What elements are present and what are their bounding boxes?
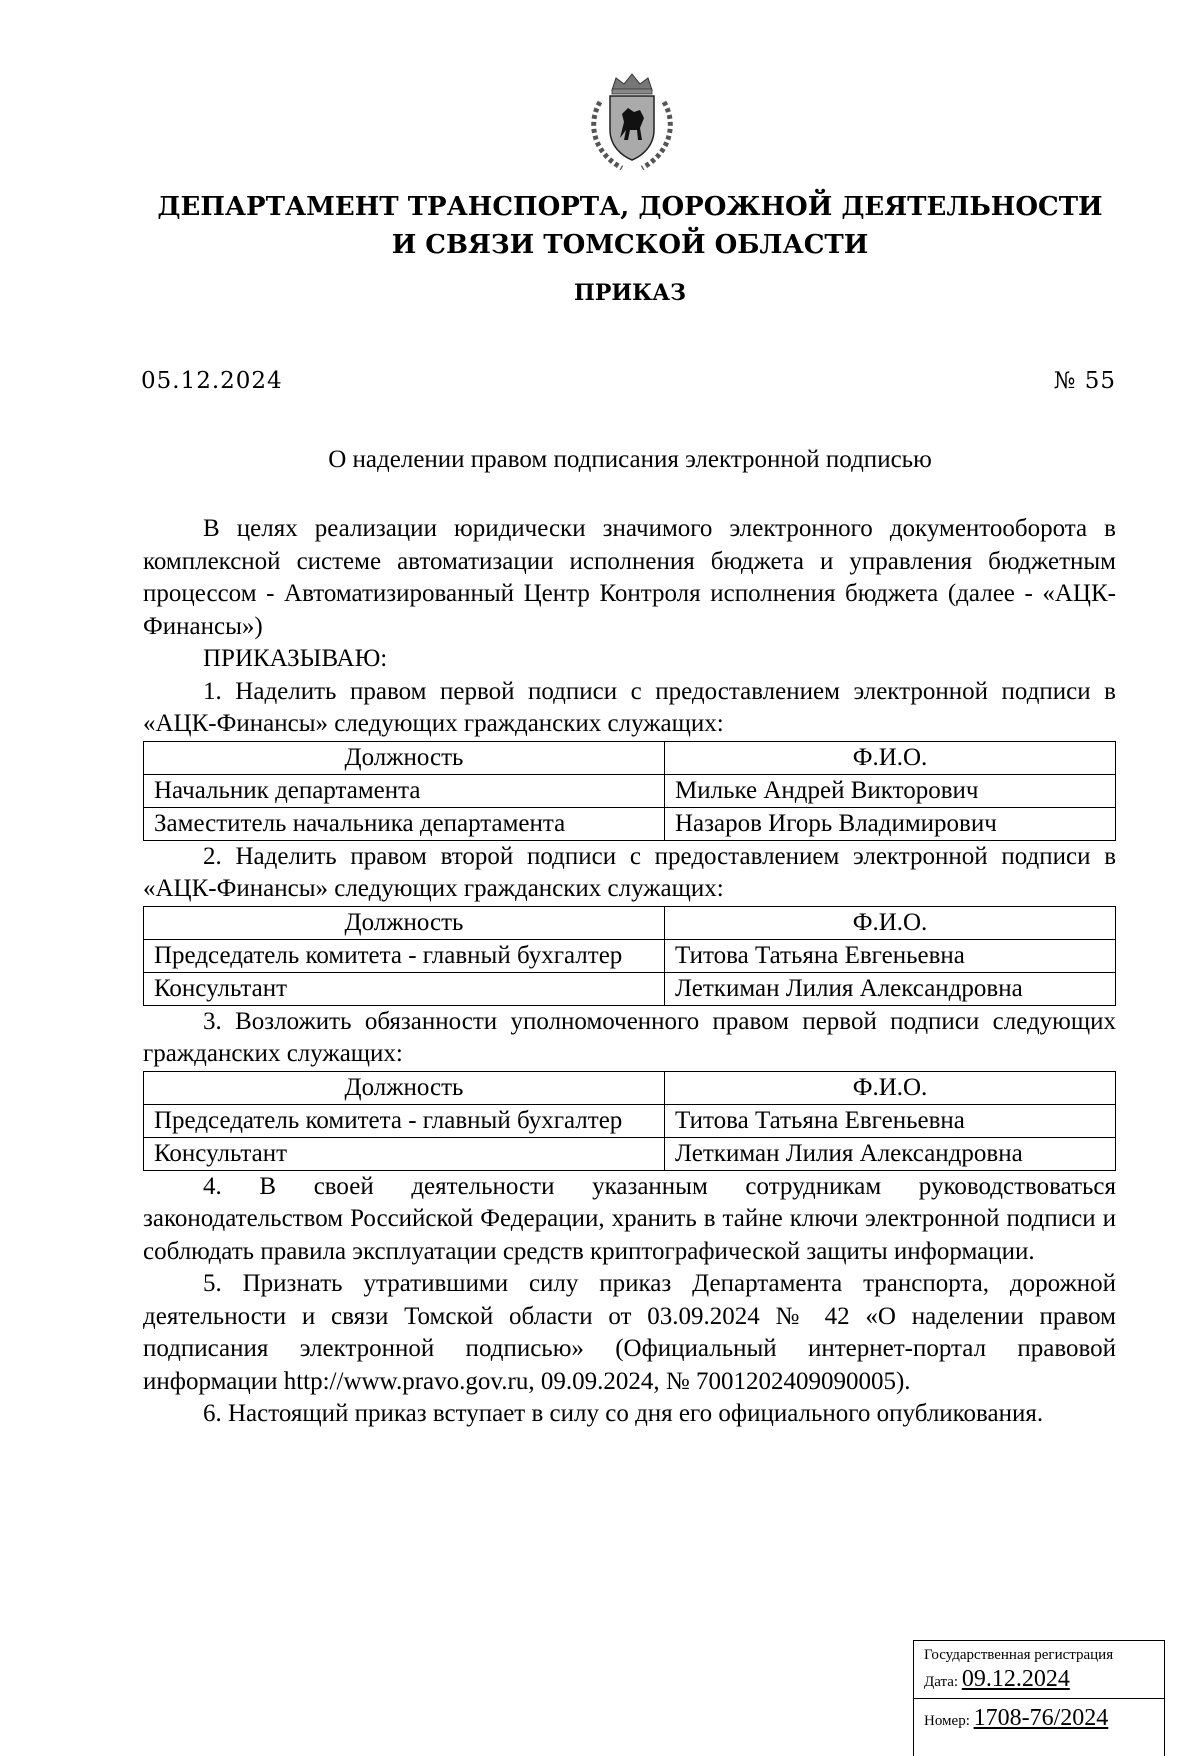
col-position-header: Должность: [144, 1071, 665, 1104]
registration-number-row: [913, 1698, 1165, 1756]
registration-number-label: Номер:: [924, 1713, 970, 1729]
item-3: 3. Возложить обязанности уполномоченного правом первой подписи следующих гражданских служащих:: [143, 1007, 1116, 1067]
table-row: [144, 1137, 1116, 1170]
col-position-header: Должность: [144, 906, 665, 939]
table-row: [144, 972, 1116, 1005]
name-cell: Титова Татьяна Евгеньевна: [665, 939, 1116, 972]
position-cell: Консультант: [144, 1137, 665, 1170]
item-6: 6. Настоящий приказ вступает в силу со дня его официального опубликования.: [203, 1400, 1044, 1427]
col-name-header: Ф.И.О.: [665, 741, 1116, 774]
name-cell: Назаров Игорь Владимирович: [665, 807, 1116, 840]
table-row: [144, 1104, 1116, 1137]
registration-stamp: [913, 1640, 1165, 1698]
name-cell: Титова Татьяна Евгеньевна: [665, 1104, 1116, 1137]
position-cell: Председатель комитета - главный бухгалтер: [144, 939, 665, 972]
col-position-header: Должность: [144, 741, 665, 774]
table-header-row: [144, 741, 1116, 774]
col-name-header: Ф.И.О.: [665, 906, 1116, 939]
coat-of-arms-icon: [582, 72, 682, 172]
registration-date-row: [924, 1666, 1154, 1693]
registration-date-value: 09.12.2024: [961, 1666, 1070, 1692]
signers-table-1: [143, 741, 1116, 841]
signers-table-3: [143, 1071, 1116, 1171]
name-cell: Леткиман Лилия Александровна: [665, 1137, 1116, 1170]
document-subject: О наделении правом подписания электронной подписью: [328, 446, 932, 473]
table-header-row: [144, 906, 1116, 939]
intro-paragraph: В целях реализации юридически значимого электронного документооборота в комплексной системе автоматизации исполнения бюджета и управления бюджетным процессом - Автоматизированный Центр Контроля исполнения бюджета (далее - «АЦК-Финансы»): [143, 515, 1116, 640]
registration-title: Государственная регистрация: [924, 1647, 1114, 1663]
organization-title: [100, 188, 1160, 264]
col-name-header: Ф.И.О.: [665, 1071, 1116, 1104]
registration-number-value: 1708-76/2024: [973, 1705, 1109, 1731]
name-cell: Леткиман Лилия Александровна: [665, 972, 1116, 1005]
position-cell: Консультант: [144, 972, 665, 1005]
item-2: 2. Наделить правом второй подписи с предоставлением электронной подписи в «АЦК-Финансы» следующих гражданских служащих:: [143, 842, 1116, 902]
signers-table-2: [143, 906, 1116, 1006]
table-row: [144, 807, 1116, 840]
position-cell: Председатель комитета - главный бухгалтер: [144, 1104, 665, 1137]
table-row: [144, 774, 1116, 807]
org-line-1: ДЕПАРТАМЕНТ ТРАНСПОРТА, ДОРОЖНОЙ ДЕЯТЕЛЬНОСТИ: [157, 192, 1103, 222]
position-cell: Заместитель начальника департамента: [144, 807, 665, 840]
org-line-2: И СВЯЗИ ТОМСКОЙ ОБЛАСТИ: [391, 230, 869, 260]
table-header-row: [144, 1071, 1116, 1104]
name-cell: Мильке Андрей Викторович: [665, 774, 1116, 807]
item-1: 1. Наделить правом первой подписи с предоставлением электронной подписи в «АЦК-Финансы» следующих гражданских служащих:: [143, 677, 1116, 737]
item-4: 4. В своей деятельности указанным сотрудникам руководствоваться законодательством Российской Федерации, хранить в тайне ключи электронной подписи и соблюдать правила эксплуатации средств криптографической защиты информации.: [143, 1172, 1116, 1265]
table-row: [144, 939, 1116, 972]
item-5: 5. Признать утратившими силу приказ Департамента транспорта, дорожной деятельности и связи Томской области от 03.09.2024 № 42 «О наделении правом подписания электронной подписью» (Официальный интернет-портал правовой информации http://www.pravo.gov.ru, 09.09.2024, № 7001202409090005).: [143, 1270, 1116, 1395]
document-date: 05.12.2024: [141, 368, 283, 394]
document-number: № 55: [1053, 368, 1116, 394]
position-cell: Начальник департамента: [144, 774, 665, 807]
registration-date-label: Дата:: [924, 1674, 959, 1690]
order-word: ПРИКАЗЫВАЮ:: [203, 645, 388, 672]
document-body: [143, 513, 1116, 1431]
document-type: ПРИКАЗ: [574, 280, 686, 306]
